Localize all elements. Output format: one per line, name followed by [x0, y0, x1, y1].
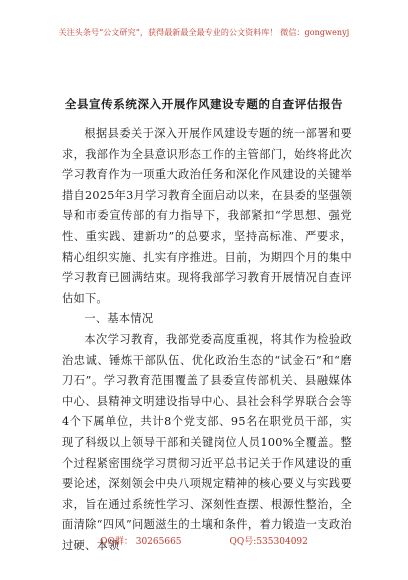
contact-footer: [0, 534, 408, 547]
qq-group-text: QQ群： 30265665: [100, 537, 182, 547]
promo-banner: 关注头条号“公文研究”，获得最新最全最专业的公文资料库！ 微信：gongwenyj: [58, 28, 350, 37]
intro-paragraph: 根据县委关于深入开展作风建设专题的统一部署和要求，我部作为全县意识形态工作的主管部门，始终将此次学习教育作为一项重大政治任务和深化作风建设的关键举措自2025年3月学习教育全面启动以来，在县委的坚强领导和市委宣传部的有力指导下，我部紧扣“学思想、强党性、重实践、建新功”的总要求，坚持高标准、严要求，精心组织实施、扎实有序推进。目前，为期四个月的集中学习教育已圆满结束。现将我部学习教育开展情况自查评估如下。: [62, 127, 352, 305]
qq-number-text: QQ号:535304092: [229, 537, 308, 547]
section-heading-basic-situation: 一、基本情况: [84, 312, 154, 326]
document-title: 全县宣传系统深入开展作风建设专题的自查评估报告: [64, 97, 344, 111]
document-body: [62, 124, 352, 556]
section-paragraph: 本次学习教育，我部党委高度重视，将其作为检验政治忠诚、锤炼干部队伍、优化政治生态的“试金石”和“磨刀石”。学习教育范围覆盖了县委宣传部机关、县融媒体中心、县精神文明建设指导中心、县社会科学界联合会等4个下属单位，共计8个党支部、95名在职党员干部，实现了科级以上领导干部和关键岗位人员100%全覆盖。整个过程紧密围绕学习贯彻习近平总书记关于作风建设的重要论述，深刻领会中央八项规定精神的核心要义与实践要求，旨在通过系统性学习、深刻性查摆、根源性整治，全面清除“四风”问题滋生的土壤和条件，着力锻造一支政治过硬、本领: [62, 332, 352, 552]
